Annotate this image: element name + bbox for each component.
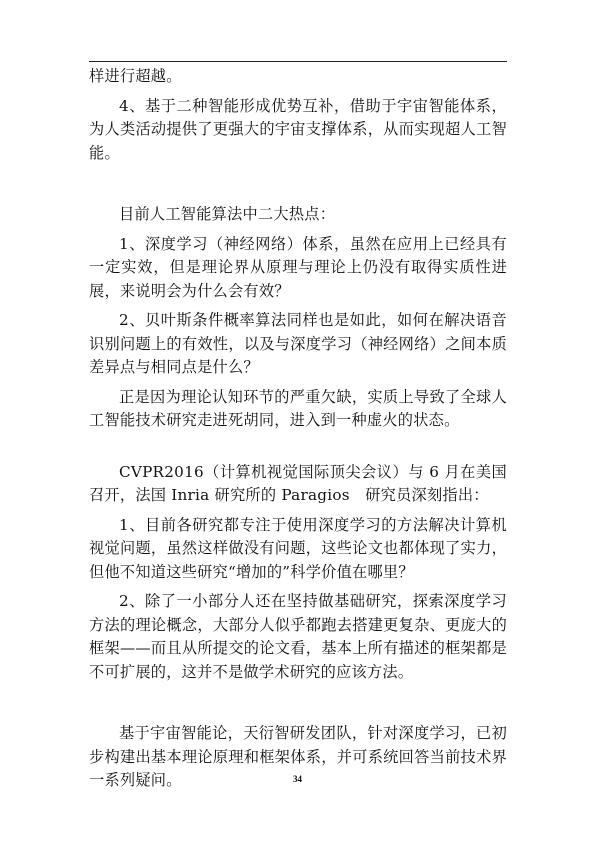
paragraph-cvpr-point-1: 1、目前各研究都专注于使用深度学习的方法解决计算机视觉问题，虽然这样做没有问题，这些论文也都体现了实力，但他不知道这些研究“增加的”科学价值在哪里？ [89, 515, 507, 581]
paragraph-hotspot-2: 2、贝叶斯条件概率算法同样也是如此，如何在解决语音识别问题上的有效性，以及与深度学习（神经网络）之间本质差异点与相同点是什么？ [89, 311, 507, 376]
page-body [89, 65, 507, 793]
paragraph-hotspots-heading: 目前人工智能算法中二大热点： [119, 205, 336, 223]
paragraph-hotspot-1: 1、深度学习（神经网络）体系，虽然在应用上已经具有一定实效，但是理论界从原理与理论上仍没有取得实质性进展，来说明会为什么会有效？ [89, 234, 507, 300]
paragraph-conclusion: 正是因为理论认知环节的严重欠缺，实质上导致了全球人工智能技术研究走进死胡同，进入到一种虚火的状态。 [89, 387, 507, 429]
paragraph-point-4: 4、基于二种智能形成优势互补，借助于宇宙智能体系，为人类活动提供了更强大的宇宙支撑体系，从而实现超人工智能。 [89, 96, 507, 162]
header-rule [89, 61, 507, 62]
paragraph-cvpr-point-2: 2、除了一小部分人还在坚持做基础研究，探索深度学习方法的理论概念，大部分人似乎都跑去搭建更复杂、更庞大的框架——而且从所提交的论文看，基本上所有描述的框架都是不可扩展的，这并不是做学术研究的应该方法。 [89, 592, 507, 681]
paragraph-team-summary: 基于宇宙智能论，天衍智研发团队，针对深度学习，已初步构建出基本理论原理和框架体系，并可系统回答当前技术界一系列疑问。 [89, 724, 507, 789]
paragraph-cvpr-intro: CVPR2016（计算机视觉国际顶尖会议）与 6 月在美国召开，法国 Inria 研究所的 Paragios 研究员深刻指出： [89, 462, 507, 504]
paragraph-continuation: 样进行超越。 [89, 67, 182, 85]
page-number: 34 [293, 774, 302, 784]
